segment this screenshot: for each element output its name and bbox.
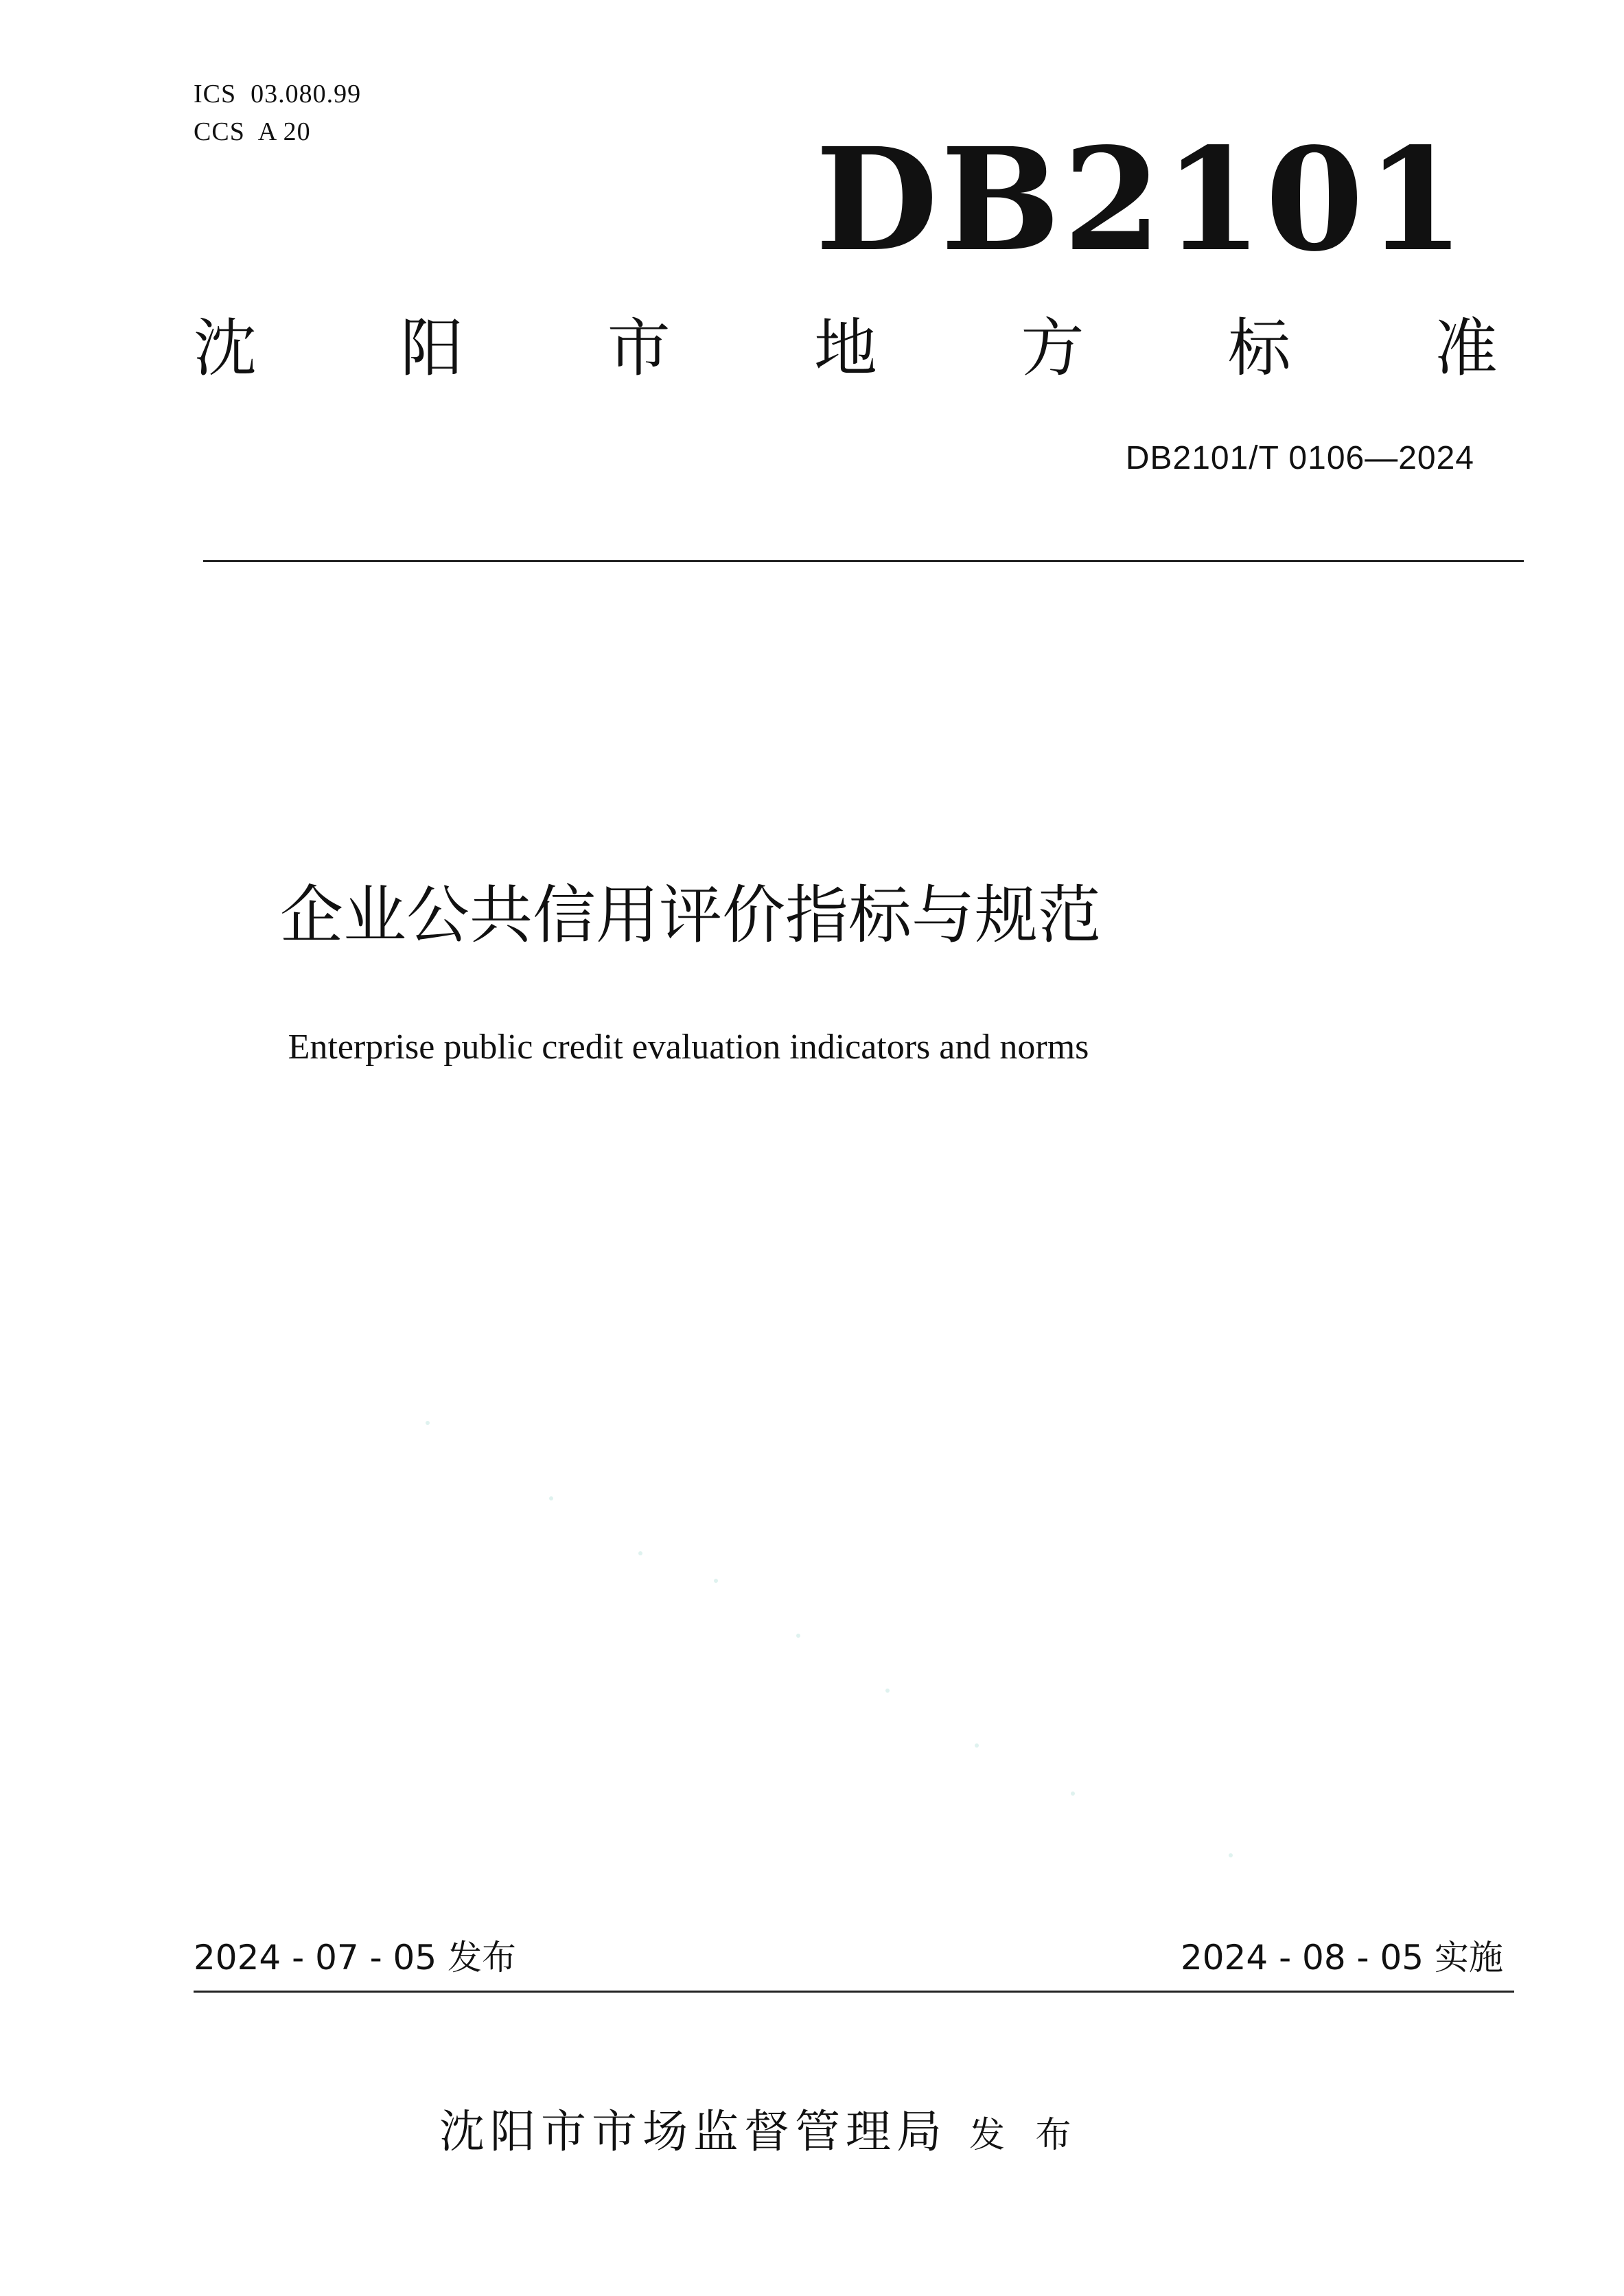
standard-type-heading bbox=[194, 312, 1498, 385]
title-chinese: 企业公共信用评价指标与规范 bbox=[279, 879, 1101, 952]
standard-number: DB2101/T 0106—2024 bbox=[1125, 440, 1474, 476]
scan-speck bbox=[714, 1579, 718, 1583]
standard-type-char: 阳 bbox=[400, 312, 464, 385]
issuer-suffix: 发 布 bbox=[969, 2115, 1081, 2156]
scan-speck bbox=[975, 1743, 979, 1748]
issuing-authority bbox=[439, 2095, 1081, 2160]
scan-speck bbox=[426, 1421, 430, 1425]
issuer-name: 沈阳市市场监督管理局 bbox=[439, 2105, 947, 2158]
publish-date: 2024 - 07 - 05 发布 bbox=[194, 1938, 517, 1978]
title-english: Enterprise public credit evaluation indicators and norms bbox=[288, 1028, 1089, 1067]
footer-divider bbox=[194, 1991, 1514, 1993]
standard-type-char: 准 bbox=[1434, 312, 1498, 385]
standard-logo: DB2101 bbox=[815, 117, 1468, 283]
scan-speck bbox=[1071, 1791, 1075, 1796]
standard-type-char: 方 bbox=[1021, 312, 1084, 385]
header-divider bbox=[203, 560, 1524, 562]
standard-type-char: 标 bbox=[1227, 312, 1291, 385]
ics-code: ICS 03.080.99 bbox=[194, 80, 362, 108]
scan-speck bbox=[549, 1496, 553, 1500]
implementation-date: 2024 - 08 - 05 实施 bbox=[1180, 1938, 1503, 1978]
standard-type-char: 地 bbox=[813, 312, 877, 385]
scan-speck bbox=[885, 1689, 890, 1693]
standard-type-char: 市 bbox=[607, 312, 671, 385]
standard-type-char: 沈 bbox=[194, 312, 257, 385]
scan-speck bbox=[638, 1551, 642, 1555]
scan-speck bbox=[796, 1634, 800, 1638]
ccs-code: CCS A 20 bbox=[194, 117, 311, 146]
scan-speck bbox=[1229, 1853, 1233, 1857]
